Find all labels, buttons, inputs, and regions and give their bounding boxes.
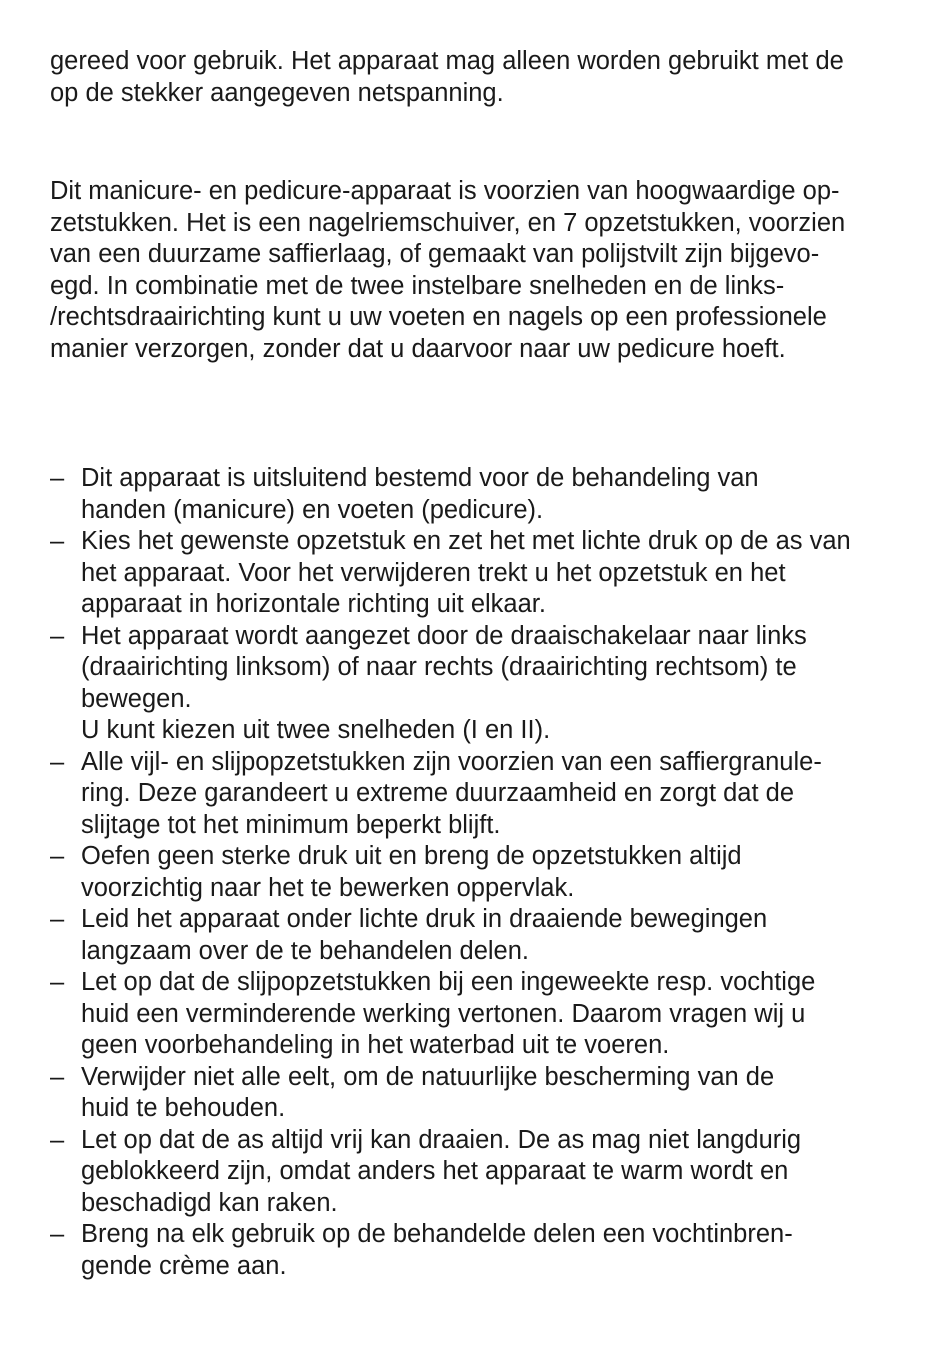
list-item: [50, 1125, 902, 1220]
list-item: [50, 1062, 902, 1125]
text-line: Oefen geen sterke druk uit en breng de opzetstukken altijd: [81, 842, 742, 870]
text-line: het apparaat. Voor het verwijderen trekt u het opzetstuk en het: [81, 558, 786, 587]
text-line: Het apparaat wordt aangezet door de draaischakelaar naar links: [81, 621, 807, 650]
text-line: bewegen.: [81, 684, 192, 713]
text-line: geen voorbehandeling in het waterbad uit te voeren.: [81, 1031, 670, 1059]
list-item: [50, 841, 902, 904]
text-line: slijtage tot het minimum beperkt blijft.: [81, 810, 501, 839]
bullet-dash: –: [50, 527, 65, 555]
bullet-dash: –: [50, 1220, 65, 1248]
text-line: (draairichting linksom) of naar rechts (draairichting rechtsom) te: [81, 653, 797, 681]
text-line: gereed voor gebruik. Het apparaat mag alleen worden gebruikt met de: [50, 47, 844, 75]
text-line: zetstukken. Het is een nagelriemschuiver, en 7 opzetstukken, voorzien: [50, 208, 846, 237]
text-line: gende crème aan.: [81, 1251, 287, 1280]
text-line: handen (manicure) en voeten (pedicure).: [81, 495, 544, 524]
bullet-dash: –: [50, 621, 65, 650]
text-line: huid te behouden.: [81, 1094, 286, 1122]
bullet-dash: –: [50, 464, 65, 492]
text-line: Kies het gewenste opzetstuk en zet het met lichte druk op de as van: [81, 527, 851, 555]
text-line: apparaat in horizontale richting uit elkaar.: [81, 590, 546, 618]
text-line: ring. Deze garandeert u extreme duurzaamheid en zorgt dat de: [81, 779, 795, 807]
text-line: Dit apparaat is uitsluitend bestemd voor de behandeling van: [81, 464, 759, 492]
bullet-dash: –: [50, 968, 65, 996]
text-line: Alle vijl- en slijpopzetstukken zijn voorzien van een saffiergranule-: [81, 747, 822, 776]
text-line: manier verzorgen, zonder dat u daarvoor naar uw pedicure hoeft.: [50, 334, 786, 363]
text-line: egd. In combinatie met de twee instelbare snelheden en de links-: [50, 271, 785, 300]
text-line: Let op dat de as altijd vrij kan draaien. De as mag niet langdurig: [81, 1125, 802, 1154]
text-line: Dit manicure- en pedicure-apparaat is voorzien van hoogwaardige op-: [50, 177, 840, 205]
list-item: [50, 1219, 902, 1282]
text-line: voorzichtig naar het te bewerken oppervlak.: [81, 873, 575, 902]
text-line: huid een verminderende werking vertonen. Daarom vragen wij u: [81, 999, 806, 1028]
bullet-dash: –: [50, 1062, 65, 1091]
bullet-dash: –: [50, 842, 65, 870]
list-item: [50, 967, 902, 1062]
list-item: [50, 463, 902, 526]
list-item: [50, 526, 902, 621]
text-line: van een duurzame saffierlaag, of gemaakt van polijstvilt zijn bijgevo-: [50, 240, 820, 268]
bullet-dash: –: [50, 905, 65, 933]
text-line: langzaam over de te behandelen delen.: [81, 936, 530, 965]
text-line: beschadigd kan raken.: [81, 1188, 338, 1217]
text-line: Let op dat de slijpopzetstukken bij een ingeweekte resp. vochtige: [81, 968, 816, 996]
bullet-dash: –: [50, 747, 65, 776]
list-item: [50, 621, 902, 747]
list-item: [50, 904, 902, 967]
bullet-dash: –: [50, 1125, 65, 1154]
text-line: Verwijder niet alle eelt, om de natuurlijke bescherming van de: [81, 1062, 775, 1091]
paragraph-voltage: [50, 46, 902, 109]
document-page: [50, 46, 902, 1282]
list-item: [50, 747, 902, 842]
paragraph-description: [50, 176, 902, 365]
text-line: Breng na elk gebruik op de behandelde delen een vochtinbren-: [81, 1220, 793, 1248]
text-line: geblokkeerd zijn, omdat anders het apparaat te warm wordt en: [81, 1157, 789, 1185]
text-line: Leid het apparaat onder lichte druk in draaiende bewegingen: [81, 905, 768, 933]
text-line: op de stekker aangegeven netspanning.: [50, 78, 504, 107]
text-line: /rechtsdraairichting kunt u uw voeten en nagels op een professionele: [50, 303, 827, 331]
text-line: U kunt kiezen uit twee snelheden (I en II).: [81, 716, 551, 744]
usage-instructions-list: [50, 463, 902, 1282]
